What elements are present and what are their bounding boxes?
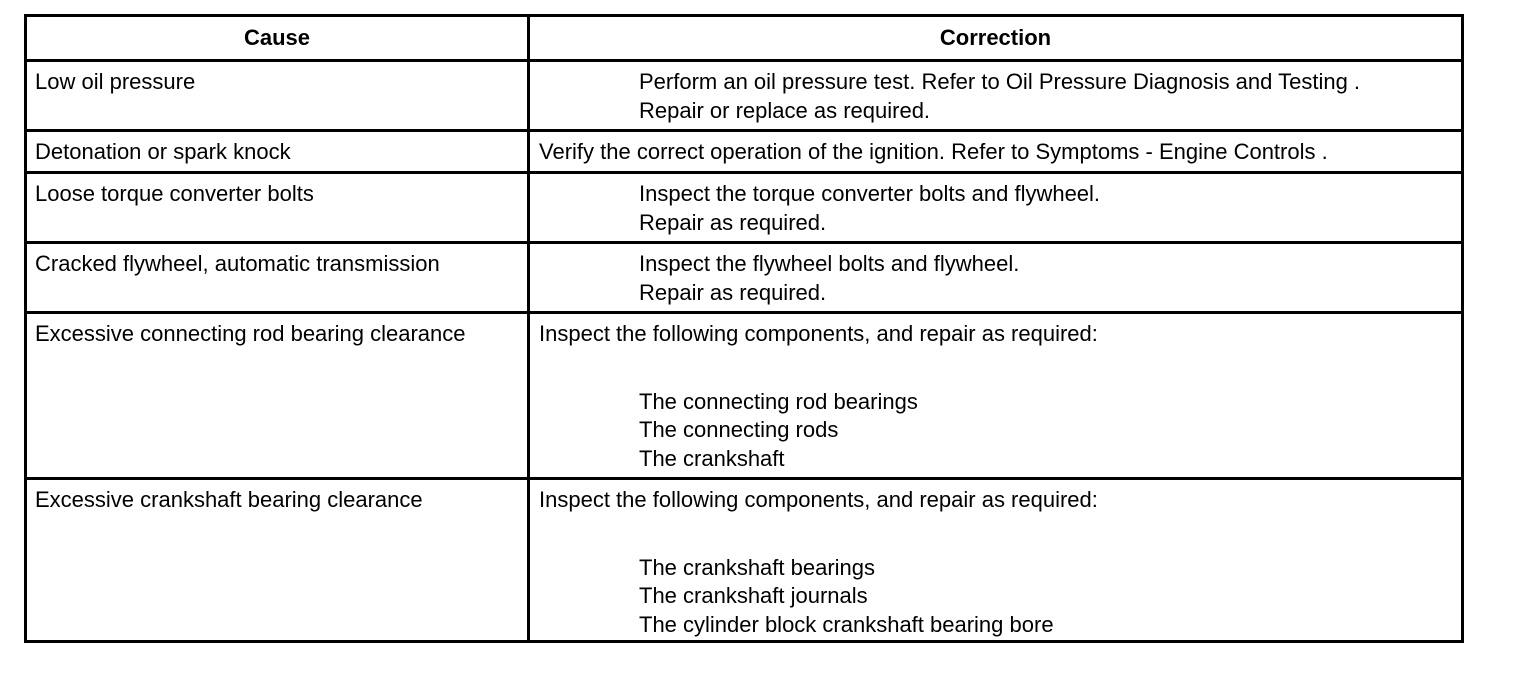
table-row [27,129,1461,171]
correction-cell [530,62,1461,129]
correction-cell [530,132,1461,171]
table-row [27,59,1461,129]
table-header-row [27,17,1461,59]
correction-cell [530,244,1461,311]
correction-item: The crankshaft journals [639,583,868,608]
cause-cell: Excessive crankshaft bearing clearance [27,480,530,640]
cause-cell: Low oil pressure [27,62,530,129]
table-row [27,477,1461,640]
header-correction: Correction [939,25,1052,50]
correction-intro: Inspect the following components, and repair as required: [539,321,1098,346]
correction-cell [530,480,1461,640]
correction-line: Repair as required. [639,279,827,305]
table-row [27,241,1461,311]
correction-item: The cylinder block crankshaft bearing bore [639,611,1054,637]
cause-cell: Detonation or spark knock [27,132,530,171]
table-row [27,311,1461,477]
correction-item: The crankshaft bearings [639,554,876,580]
header-cause: Cause [27,17,530,59]
correction-cell [530,174,1461,241]
correction-line: Repair as required. [639,209,827,235]
correction-line: Repair or replace as required. [639,97,931,123]
correction-line: Inspect the flywheel bolts and flywheel. [639,251,1020,276]
table-row [27,171,1461,241]
correction-item: The connecting rod bearings [639,388,918,414]
correction-intro: Inspect the following components, and repair as required: [539,487,1098,512]
correction-item: The connecting rods [639,417,839,442]
cause-cell: Excessive connecting rod bearing clearance [27,314,530,477]
cause-cell: Loose torque converter bolts [27,174,530,241]
correction-line: Verify the correct operation of the ignition. Refer to Symptoms - Engine Controls . [539,139,1328,164]
diagnosis-table [24,14,1464,643]
correction-item: The crankshaft [639,445,785,471]
correction-cell [530,314,1461,477]
correction-line: Perform an oil pressure test. Refer to Oil Pressure Diagnosis and Testing . [639,69,1361,94]
correction-line: Inspect the torque converter bolts and flywheel. [639,181,1101,206]
cause-cell: Cracked flywheel, automatic transmission [27,244,530,311]
